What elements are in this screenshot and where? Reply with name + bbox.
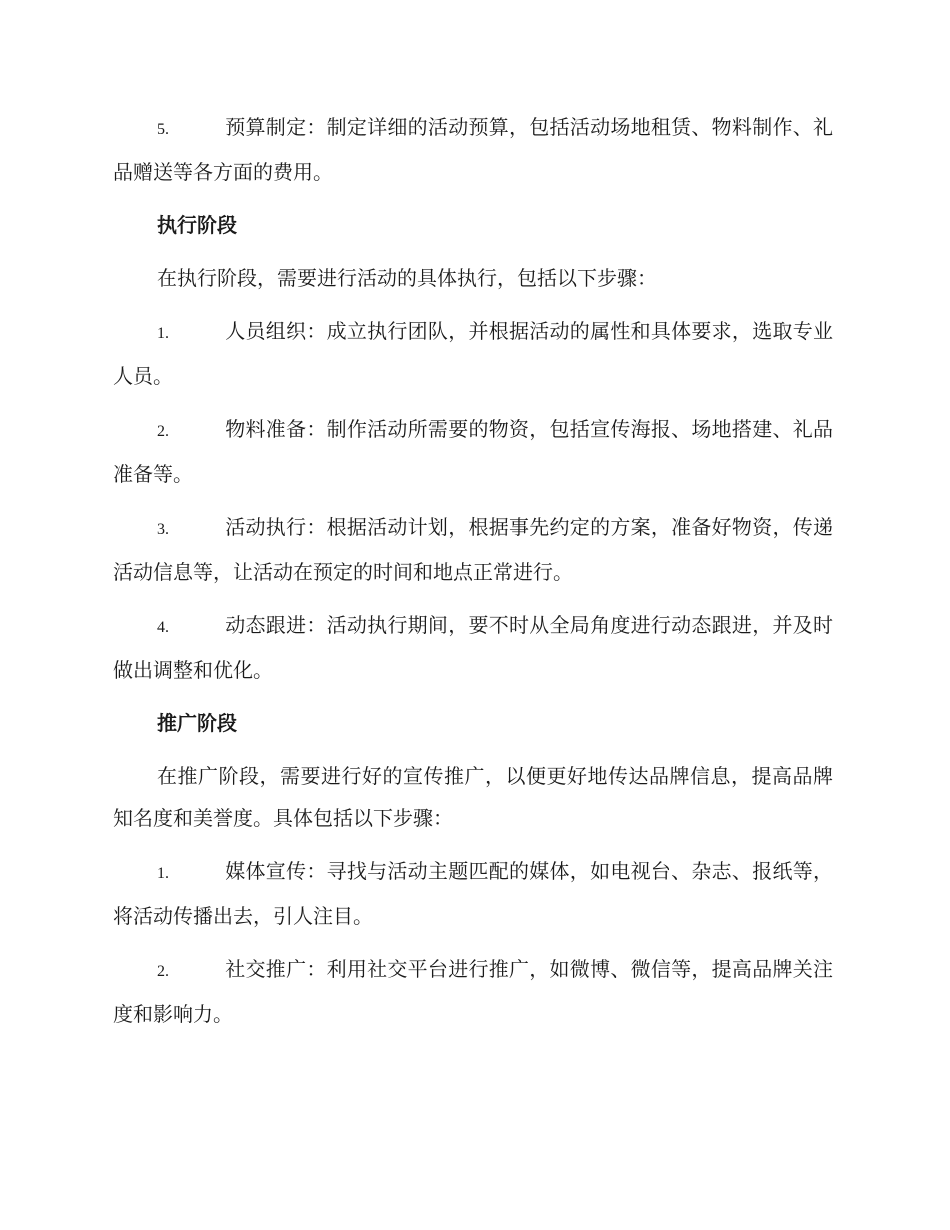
list-text: 动态跟进：活动执行期间，要不时从全局角度进行动态跟进，并及时做出调整和优化。 (113, 613, 833, 682)
list-item (113, 408, 833, 495)
list-number: 2. (157, 963, 169, 980)
list-item (113, 850, 833, 937)
list-item (113, 948, 833, 1035)
list-text: 预算制定：制定详细的活动预算，包括活动场地租赁、物料制作、礼品赠送等各方面的费用。 (113, 115, 833, 184)
list-text: 人员组织：成立执行团队，并根据活动的属性和具体要求，选取专业人员。 (113, 319, 833, 388)
list-item (113, 506, 833, 593)
list-text: 媒体宣传：寻找与活动主题匹配的媒体，如电视台、杂志、报纸等，将活动传播出去，引人注目。 (113, 859, 833, 928)
document-page (113, 106, 833, 1046)
list-number: 1. (157, 865, 169, 882)
list-text: 物料准备：制作活动所需要的物资，包括宣传海报、场地搭建、礼品准备等。 (113, 417, 833, 486)
list-item (113, 106, 833, 193)
list-number: 4. (157, 619, 169, 636)
list-number: 5. (157, 121, 169, 138)
list-item (113, 310, 833, 397)
section-intro-execution: 在执行阶段，需要进行活动的具体执行，包括以下步骤： (157, 266, 657, 290)
list-number: 3. (157, 521, 169, 538)
list-text: 活动执行：根据活动计划，根据事先约定的方案，准备好物资，传递活动信息等，让活动在预定的时间和地点正常进行。 (113, 515, 833, 584)
list-number: 1. (157, 325, 169, 342)
list-number: 2. (157, 423, 169, 440)
section-intro-promotion: 在推广阶段，需要进行好的宣传推广，以便更好地传达品牌信息，提高品牌知名度和美誉度。具体包括以下步骤： (113, 764, 833, 830)
section-heading-execution: 执行阶段 (157, 213, 237, 237)
list-text: 社交推广：利用社交平台进行推广，如微博、微信等，提高品牌关注度和影响力。 (113, 957, 833, 1026)
section-heading-promotion: 推广阶段 (157, 711, 237, 735)
list-item (113, 604, 833, 691)
